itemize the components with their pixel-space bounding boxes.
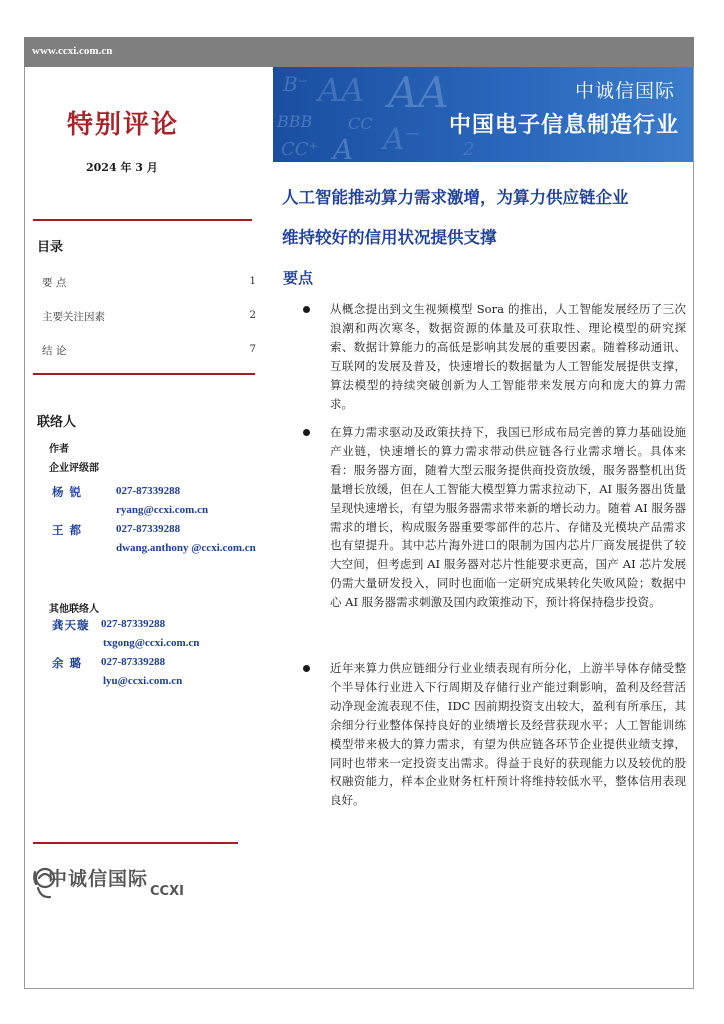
contact-name: 王 都 xyxy=(52,523,83,537)
logo-name-en: CCXI xyxy=(150,884,184,899)
toc-title: 目录 xyxy=(37,240,64,255)
contact-email[interactable]: dwang.anthony @ccxi.com.cn xyxy=(116,542,256,554)
banner-industry-title: 中国电子信息制造行业 xyxy=(448,112,679,138)
top-bar xyxy=(24,37,694,67)
bullet-icon xyxy=(303,665,310,672)
bullet-text: 从概念提出到文生视频模型 Sora 的推出，人工智能发展经历了三次浪潮和两次寒冬，数据资源的体量及可获取性、理论模型的研究探索、数据计算能力的高低是影响其发展的重要因素。随着移动通讯、互联网的发展及普及，快速增长的数据量为人工智能发展提供支撑，算法模型的持续突破创新为人工智能带来发展方向和庞大的算力需求。 xyxy=(330,302,686,411)
toc-item-label: 主要关注因素 xyxy=(42,311,105,323)
divider xyxy=(33,373,255,375)
toc-item[interactable] xyxy=(42,343,256,358)
contact-phone[interactable]: 027-87339288 xyxy=(116,523,181,535)
contact-name: 杨 锐 xyxy=(52,485,83,499)
department-label: 企业评级部 xyxy=(49,463,99,474)
contact-name: 余 璐 xyxy=(52,656,83,670)
bullet-item xyxy=(303,659,687,819)
logo-name-cn: 中诚信国际 xyxy=(48,868,149,890)
svg-text:CC: CC xyxy=(348,114,373,133)
svg-text:2: 2 xyxy=(463,139,475,160)
report-date: 2024 年 3 月 xyxy=(86,161,158,174)
divider xyxy=(33,219,252,221)
svg-text:AA: AA xyxy=(388,68,449,117)
svg-text:BBB: BBB xyxy=(277,112,313,131)
author-label: 作者 xyxy=(49,444,69,455)
header-banner xyxy=(273,67,693,162)
divider xyxy=(33,842,238,844)
toc-item-label: 要 点 xyxy=(42,277,67,289)
article-headline xyxy=(282,178,682,258)
toc-item[interactable] xyxy=(42,309,256,324)
bullet-text: 在算力需求驱动及政策扶持下，我国已形成布局完善的算力基础设施产业链，快速增长的算力需求带动供应链各行业需求增长。具体来看：服务器方面，随着大型云服务提供商投资放缓，服务器整机出货量增长放缓，但在人工智能大模型算力需求拉动下，AI 服务器出货量呈现快速增长，有望为服务器需求带来新的增长动力。随着 AI 服务器需求的增长，构成服务器重要零部件的芯片、存储及光模块产品需求也有望提升。其中芯片海外进口的限制为国内芯片厂商发展提供了较大空间，但考虑到 AI 服务器对芯片性能要求更高，国产 AI 芯片发展仍需大量研发投入，同时也面临一定研究成果转化失败风险；数据中心 AI 服务器需求刺激及国内政策推动下，预计将保持稳步投资。 xyxy=(330,425,686,610)
banner-company-name: 中诚信国际 xyxy=(574,80,675,102)
report-type-title: 特别评论 xyxy=(67,110,180,140)
contacts-title: 联络人 xyxy=(37,415,77,430)
contact-phone[interactable]: 027-87339288 xyxy=(101,656,166,668)
svg-text:A: A xyxy=(333,133,354,162)
site-url[interactable]: www.ccxi.com.cn xyxy=(32,45,113,57)
bullet-icon xyxy=(303,306,310,313)
contact-email[interactable]: txgong@ccxi.com.cn xyxy=(103,637,200,649)
bullet-item xyxy=(303,423,687,653)
contact-email[interactable]: lyu@ccxi.com.cn xyxy=(103,675,183,687)
headline-line: 人工智能推动算力需求激增，为算力供应链企业 xyxy=(282,188,629,207)
other-contacts-label: 其他联络人 xyxy=(49,604,99,615)
svg-text:B⁻: B⁻ xyxy=(283,72,309,96)
bullet-icon xyxy=(303,429,310,436)
bullet-text: 近年来算力供应链细分行业业绩表现有所分化，上游半导体存储受整个半导体行业进入下行周期及存储行业产能过剩影响，盈利及经营活动净现金流表现不佳，IDC 因前期投资支出较大，盈利有所承压，其余细分行业整体保持良好的业绩增长及经营获现水平；人工智能训练模型带来极大的算力需求，有望为供应链各环节企业提供业绩支撑，同时也带来一定投资支出需求。得益于良好的获现能力以及较优的股权融资能力，样本企业财务杠杆预计将维持较低水平，整体信用表现良好。 xyxy=(330,661,686,808)
svg-text:CC⁺: CC⁺ xyxy=(281,139,319,160)
toc-item-label: 结 论 xyxy=(42,345,67,357)
toc-item-page: 1 xyxy=(249,275,256,287)
contact-phone[interactable]: 027-87339288 xyxy=(116,485,181,497)
contact-email[interactable]: ryang@ccxi.com.cn xyxy=(116,504,209,516)
svg-text:AA: AA xyxy=(318,71,365,109)
contact-phone[interactable]: 027-87339288 xyxy=(101,618,166,630)
toc-item-page: 7 xyxy=(249,343,256,355)
svg-text:A⁻: A⁻ xyxy=(383,122,421,157)
toc-item[interactable] xyxy=(42,275,256,290)
toc-item-page: 2 xyxy=(249,309,256,321)
section-heading: 要点 xyxy=(283,269,314,287)
headline-line: 维持较好的信用状况提供支撑 xyxy=(282,228,497,247)
contact-name: 龚天璇 xyxy=(52,618,90,632)
bullet-item xyxy=(303,300,687,420)
